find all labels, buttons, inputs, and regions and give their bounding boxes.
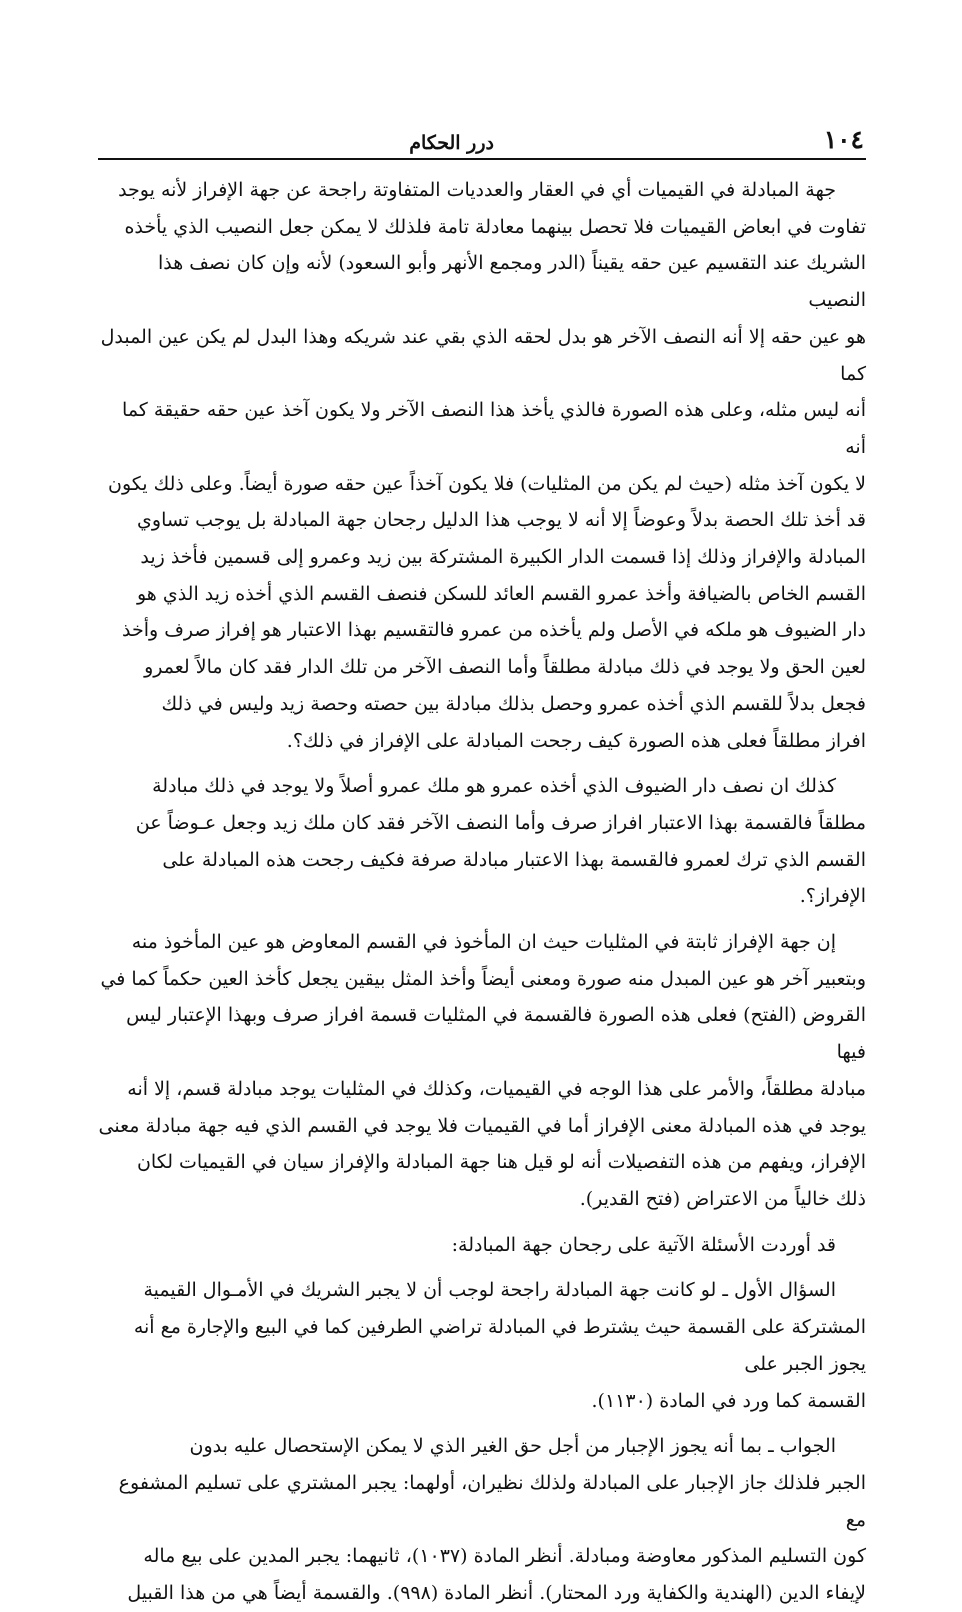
text-line: المبادلة والإفراز وذلك إذا قسمت الدار الكبيرة المشتركة بين زيد وعمرو إلى قسمين فأخذ زيد [140, 546, 866, 569]
paragraph-2 [96, 768, 866, 915]
text-line: جهة المبادلة في القيميات أي في العقار والعدديات المتفاوتة راجحة عن جهة الإفراز لأنه يوجد [118, 179, 836, 201]
text-line: القروض (الفتح) فعلى هذه الصورة فالقسمة في المثليات قسمة افراز صرف وبهذا الإعتبار ليس فيها [126, 1004, 866, 1064]
paragraph-5 [96, 1272, 866, 1419]
header-rule [98, 158, 866, 160]
text-line: قد أخذ تلك الحصة بدلاً وعوضاً إلا أنه لا يوجب هذا الدليل رجحان جهة المبادلة بل يوجب تساوي [137, 509, 866, 532]
page-header [98, 122, 864, 158]
text-line: لا يكون آخذ مثله (حيث لم يكن من المثليات) فلا يكون آخذاً عين حقه صورة أيضاً. وعلى ذلك يكون [108, 472, 866, 495]
text-line: فجعل بدلاً للقسم الذي أخذه عمرو وحصل بذلك مبادلة بين حصته وحصة زيد وليس في ذلك [161, 692, 866, 715]
text-line: كذلك ان نصف دار الضيوف الذي أخذه عمرو هو ملك عمرو أصلاً ولا يوجد في ذلك مبادلة [152, 775, 836, 798]
paragraph-1 [96, 172, 866, 759]
text-line: تفاوت في ابعاض القيميات فلا تحصل بينهما معادلة تامة فلذلك لا يمكن جعل النصيب الذي يأخذه [124, 215, 866, 238]
text-line: يوجد في هذه المبادلة معنى الإفراز أما في القيميات فلا يوجد في القسم الذي فيه جهة مبادلة معنى [98, 1114, 866, 1137]
text-line: مبادلة مطلقاً، والأمر على هذا الوجه في القيميات، وكذلك في المثليات يوجد مبادلة قسم، إلا أنه [127, 1077, 866, 1100]
text-line: القسم الخاص بالضيافة وأخذ عمرو القسم العائد للسكن فنصف القسم الذي أخذه زيد الذي هو [136, 582, 866, 605]
paragraph-4 [96, 1227, 866, 1264]
page-body [96, 172, 866, 1612]
text-line: هو عين حقه إلا أنه النصف الآخر هو بدل لحقه الذي بقي عند شريكه وهذا البدل لم يكن عين المبدل كما [100, 325, 866, 385]
text-line: الشريك عند التقسيم عين حقه يقيناً (الدر ومجمع الأنهر وأبو السعود) لأنه وإن كان نصف هذا النصيب [157, 252, 866, 312]
text-line: لعين الحق ولا يوجد في ذلك مبادلة مطلقاً وأما النصف الآخر من تلك الدار فقد كان مالاً لعمرو [144, 656, 866, 679]
text-line: الإفراز، ويفهم من هذه التفصيلات أنه لو قيل هنا جهة المبادلة والإفراز سيان في القيميات لكان [136, 1151, 866, 1174]
text-line: إن جهة الإفراز ثابتة في المثليات حيث ان المأخوذ في القسم المعاوض هو عين المأخوذ منه [131, 931, 836, 954]
running-title: درر الحكام [409, 132, 494, 154]
text-line: وبتعبير آخر هو عين المبدل منه صورة ومعنى أيضاً وأخذ المثل بيقين يجعل كأخذ العين حكماً كما في [100, 967, 866, 990]
paragraph-3 [96, 924, 866, 1218]
text-line: الجبر فلذلك جاز الإجبار على المبادلة ولذلك نظيران، أولهما: يجبر المشتري على تسليم المشفوع مع [118, 1471, 866, 1531]
text-line: مطلقاً فالقسمة بهذا الاعتبار افراز صرف وأما النصف الآخر فقد كان ملك زيد وجعل عـوضاً عن [135, 811, 866, 834]
page-number: ١٠٤ [823, 125, 864, 154]
text-line: السؤال الأول ـ لو كانت جهة المبادلة راجحة لوجب أن لا يجبر الشريك في الأمـوال القيمية [143, 1279, 836, 1302]
text-line: القسمة كما ورد في المادة (١١٣٠). [591, 1389, 866, 1412]
text-line: دار الضيوف هو ملكه في الأصل ولم يأخذه من عمرو فالتقسيم بهذا الاعتبار هو إفراز صرف وأخذ [122, 619, 866, 642]
text-line: القسم الذي ترك لعمرو فالقسمة بهذا الاعتبار مبادلة صرفة فكيف رجحت هذه المبادلة على الإفراز؟. [162, 848, 866, 908]
text-line: افراز مطلقاً فعلى هذه الصورة كيف رجحت المبادلة على الإفراز في ذلك؟. [286, 729, 866, 752]
text-line: الجواب ـ بما أنه يجوز الإجبار من أجل حق الغير الذي لا يمكن الإستحصال عليه بدون [189, 1435, 836, 1458]
text-line: ذلك خالياً من الاعتراض (فتح القدير). [579, 1187, 866, 1210]
text-line: أنه ليس مثله، وعلى هذه الصورة فالذي يأخذ هذا النصف الآخر ولا يكون آخذ عين حقه حقيقة كما أنه [122, 399, 866, 458]
paragraph-6 [96, 1428, 866, 1612]
text-line: لإيفاء الدين (الهندية والكفاية ورد المحتار). أنظر المادة (٩٩٨). والقسمة أيضاً هي من هذا القبيل [127, 1582, 866, 1605]
text-line: كون التسليم المذكور معاوضة ومبادلة. أنظر المادة (١٠٣٧)، ثانيهما: يجبر المدين على بيع ماله [143, 1545, 866, 1568]
text-line: المشتركة على القسمة حيث يشترط في المبادلة تراضي الطرفين كما في البيع والإجارة مع أنه يجوز الجبر على [133, 1316, 866, 1375]
text-line: قد أوردت الأسئلة الآتية على رجحان جهة المبادلة: [451, 1233, 836, 1256]
